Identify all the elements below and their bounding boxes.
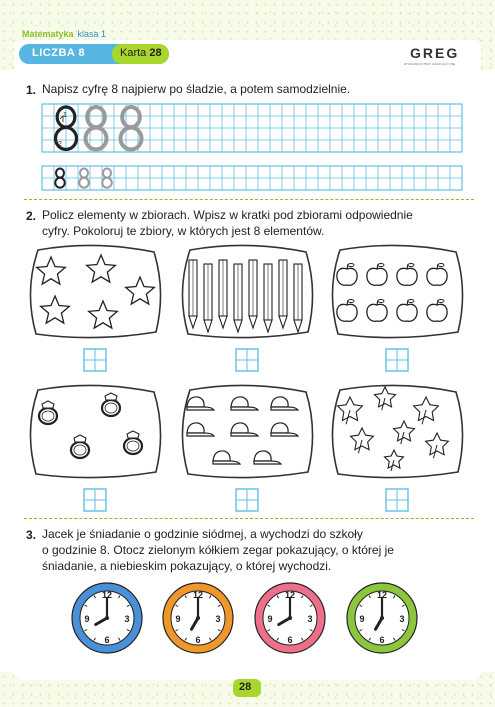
clock-numeral: 9 <box>359 614 365 624</box>
cap-item-visor <box>271 433 298 436</box>
clock-numeral: 9 <box>175 614 181 624</box>
pencil-item <box>279 260 287 328</box>
cap-item-visor <box>187 433 214 436</box>
clock-numeral: 6 <box>379 635 385 645</box>
pencil-item <box>204 264 212 332</box>
clock-numeral: 6 <box>287 635 293 645</box>
publisher-logo-subtitle: WYDAWNICTWO EDUKACYJNE <box>404 62 456 66</box>
stroke-order-label: 1 <box>63 112 67 119</box>
clock-numeral: 12 <box>101 590 113 600</box>
clock-numeral: 12 <box>284 590 296 600</box>
cap-item-visor <box>271 407 298 410</box>
apple-item-leaf <box>378 300 384 303</box>
subject-name: Matematyka <box>22 29 74 39</box>
apple-item-body <box>397 268 417 285</box>
clock-numeral: 12 <box>376 590 388 600</box>
clock-numeral: 3 <box>124 614 130 624</box>
apple-item-leaf <box>348 264 354 267</box>
clock-numeral: 6 <box>104 635 110 645</box>
task-3-text-line-2: o godzinie 8. Otocz zielonym kółkiem zegar pokazujący, o której je <box>42 543 394 557</box>
pencil-item <box>234 264 242 332</box>
grade-label: klasa 1 <box>77 29 107 39</box>
apple-item-leaf <box>438 300 444 303</box>
apple-item-body <box>367 304 387 321</box>
pencil-item <box>264 264 272 332</box>
apple-item-leaf <box>408 264 414 267</box>
set-pencils-answer-box <box>236 349 258 371</box>
page-number: 28 <box>239 681 252 693</box>
pencil-item <box>219 260 227 328</box>
clock-pivot <box>105 616 109 620</box>
cap-item-visor <box>187 407 214 410</box>
clock-pivot <box>196 616 200 620</box>
set-stars-answer-box <box>84 349 106 371</box>
cap-item-visor <box>213 461 240 464</box>
task-3-text-line-3: śniadanie, a niebieskim pokazujący, o której wychodzi. <box>42 559 332 573</box>
clock <box>255 583 325 653</box>
apple-item-body <box>397 304 417 321</box>
set-rings-outline <box>30 385 160 477</box>
task-2-text-line-1: Policz elementy w zbiorach. Wpisz w kratki pod zbiorami odpowiednie <box>42 208 413 222</box>
apple-item-body <box>427 268 447 285</box>
apple-item-body <box>337 268 357 285</box>
task-1-number: 1. <box>26 83 37 97</box>
apple-item-body <box>367 268 387 285</box>
clock-numeral: 12 <box>192 590 204 600</box>
apple-item-leaf <box>348 300 354 303</box>
clock-pivot <box>380 616 384 620</box>
pencil-item <box>294 264 302 332</box>
set-rings-answer-box <box>84 489 106 511</box>
set-pencils-outline <box>182 245 312 337</box>
apple-item-leaf <box>438 264 444 267</box>
set-leafs-answer-box <box>386 489 408 511</box>
pencil-item <box>249 260 257 328</box>
clock-numeral: 3 <box>399 614 405 624</box>
clock-numeral: 6 <box>195 635 201 645</box>
pencil-item <box>189 260 197 328</box>
clock-numeral: 3 <box>307 614 313 624</box>
publisher-logo: GREG <box>410 45 460 61</box>
clock <box>72 583 142 653</box>
task-2-text-line-2: cyfry. Pokoloruj te zbiory, w których jest 8 elementów. <box>42 224 325 238</box>
clock <box>347 583 417 653</box>
task-3-number: 3. <box>26 528 37 542</box>
apple-item-leaf <box>408 300 414 303</box>
clock-numeral: 9 <box>267 614 273 624</box>
karta-number: 28 <box>149 47 162 59</box>
apple-item-leaf <box>378 264 384 267</box>
set-apples-outline <box>332 245 462 337</box>
apple-item-body <box>337 304 357 321</box>
liczba-label: LICZBA 8 <box>32 47 86 59</box>
apple-item-body <box>427 304 447 321</box>
set-apples-answer-box <box>386 349 408 371</box>
clock-pivot <box>288 616 292 620</box>
cap-item-visor <box>231 407 258 410</box>
clock-numeral: 9 <box>84 614 90 624</box>
task-1-text: Napisz cyfrę 8 najpierw po śladzie, a potem samodzielnie. <box>42 82 351 96</box>
karta-word: Karta <box>120 47 147 59</box>
cap-item-visor <box>231 433 258 436</box>
task-3-text-line-1: Jacek je śniadanie o godzinie siódmej, a wychodzi do szkoły <box>42 527 363 541</box>
cap-item-visor <box>254 461 281 464</box>
clock-numeral: 3 <box>215 614 221 624</box>
stroke-order-label: 2 <box>58 141 62 148</box>
set-caps-answer-box <box>236 489 258 511</box>
task-2-number: 2. <box>26 209 37 223</box>
clock <box>163 583 233 653</box>
